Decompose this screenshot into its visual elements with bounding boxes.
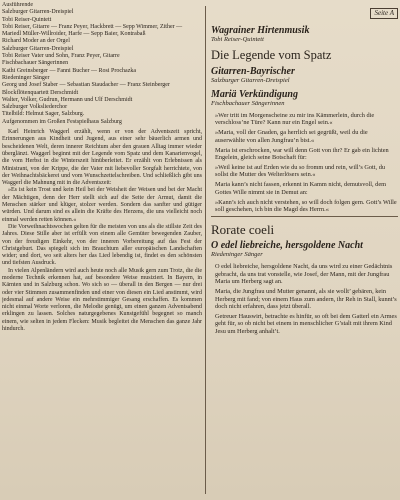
- column-divider: [205, 6, 206, 494]
- credit-ensemble: Salzburger Gitarren-Dreispiel: [2, 9, 74, 16]
- song-1: [211, 25, 398, 44]
- credit-ensemble: Riedeninger Sänger: [2, 74, 50, 81]
- credit-ensemble: Salzburger Gitarren-Dreispiel: [2, 45, 74, 52]
- song-4: [211, 240, 398, 259]
- credit-ensemble: Titelbild: Helmut Sager, Salzburg.: [2, 111, 85, 118]
- song-title: Gitarren-Bayrischer: [211, 66, 295, 77]
- lyrics-stanza: »Maria, voll der Gnaden, ga herrlich sei gegrüßt, weil du die auserwählte von allen Jungfrau’n bist.«: [215, 129, 368, 144]
- song-title: Wagrainer Hirtenmusik: [211, 25, 310, 36]
- credit-ensemble: Ausführende: [2, 2, 33, 8]
- credit-members: Georg und Josef Staber — Sebastian Staudacher — Franz Steinberger: [2, 82, 170, 89]
- credit-ensemble: Salzburger Volksliederchor: [2, 104, 68, 111]
- side-label: Seite A: [370, 8, 398, 19]
- rorate-title: Rorate coeli: [211, 222, 275, 238]
- song-performer: Riedeninger Sänger: [211, 251, 263, 259]
- song-3: [211, 89, 398, 108]
- song-performer: Fischbachauer Sängerinnen: [211, 100, 285, 107]
- lyrics-stanza: Maria, die Jungfrau und Mutter genannt, als sie wollt’ gebären, kein Herberg mit fand; von einem Haus zum andern, ihr Reh in Stall, kunnt’s doch nicht erfahren, dass jetzt überall.: [215, 288, 397, 310]
- performers-credits: [2, 2, 202, 126]
- lyrics-stanza: Maria ist erschrocken, war will denn Gott von ihr? Er gab ein lichten Engelein, gleich seine Botschaft für:: [215, 146, 389, 162]
- song-performer: Tobi Reiser-Quintett: [211, 36, 264, 43]
- lyrics-stanza: »Kann’s ich auch nicht verstehen, so will doch folgen gern. Gott’s Wille soll geschehen, ich bin die Magd des Herrn.«: [215, 198, 397, 213]
- right-column: [211, 2, 398, 498]
- lyrics-o-edel-nacht: [215, 263, 398, 335]
- liner-notes: [2, 129, 202, 333]
- lyrics-stanza: »Wer tritt im Morgenscheine zu mir ins Kämmerlein, durch die verschloss’ne Türe? Kann nur ein Engel sein.«: [215, 112, 375, 127]
- credit-ensemble: Fischbachauer Sängerinnen: [2, 60, 69, 67]
- credit-ensemble: Blockflötenquartett Derschmidt: [2, 89, 79, 96]
- lyrics-maria-verkuendigung: [215, 112, 398, 213]
- credit-members: Kathi Greinsberger — Fanni Bucher — Rosi Prochazka: [2, 67, 137, 74]
- lyrics-stanza: Getreuer Hauswirt, betrachte es hinfür, so oft bei dem Gatterl ein Armes geht für, so ob nicht bei einem in menschlicher G’stalt mit ihrem Kind Jesu um Herberg anhalt’t.: [215, 312, 397, 335]
- song-title: Mariä Verkündigung: [211, 89, 298, 100]
- lyrics-stanza: Maria kann’s nicht fassen, erkennt in Kamm nicht, demutsvoll, dem Gottes Wille nimmt sie in Demut an:: [215, 181, 387, 196]
- liner-paragraph: In vielen Alpenländern wird auch heute noch alle Musik gern zum Trotz, die die moderne Technik erkennen hat, auf besondere Weise musiziert. In Bayern, in Kärnten und in Salzburg schon. Wo sich so — überall in den Bergen — nur drei oder vier Stimmen zusammenfinden und einer von diesen ein Lied anstimmt, wird jedesmal auf andere Weise ein mehrstimmiger Gesang erschaffen. Es kommen nicht einmal Worte verloren, die Melodie genügt, um einen ganzen Adventsabend erklingen zu lassen. Solches naturgegebenes Kunstgefühl begegnet so manch einem, wie selten in jedem Flecken: Musik begleitet die Menschen das ganze Jahr hindurch.: [2, 267, 202, 333]
- lyrics-stanza: O edel liebreiche, hersgoldene Nacht, da uns wird zu einer Gedächtnis gebracht, da uns trat vonstelle, wie Josef, der Mann, mit der Jungfrau Maria um Herberg sagt an.: [215, 263, 393, 286]
- liner-paragraph: »Es ist kein Trost und kein Heil bei der Weisheit der Weisen und bei der Macht der Mächtigen, denn der Herr stellt sich auf die Seite der Armut, damit die Menschen stärker und klüger, stolzer werden. Sondern das sanfter und gütiger würden. Und darum sind es allein die Kräfte des Herzens, die uns vielleicht noch einmal werden retten können.«: [2, 187, 202, 223]
- credit-ensemble: Tobi Reiser-Quintett: [2, 16, 52, 23]
- liner-paragraph: Die Vorweihnachtswochen gelten für die meisten von uns als die stillste Zeit des Jahres. Diese Stille aber ist erfüllt von einem alle Gemüter bewegenden Zauber, von der freudigen Einkehr, von der inneren Vorbereitung auf das Fest der Christgeburt. Das spiegelt sich im Brauchtum aller europäischen Landschaften wider; und dort, wo seit alters her das Lied lebendig ist, findet es den schönsten und tiefsten Ausdruck.: [2, 223, 202, 267]
- song-performer: Salzburger Gitarren-Dreispiel: [211, 77, 290, 84]
- credit-members: Tobi Reiser Vater und Sohn, Franz Peyer, Gitarre: [2, 53, 120, 60]
- credit-ensemble: Aufgenommen im Großen Festspielhaus Salzburg: [2, 118, 122, 125]
- song-2: [211, 66, 398, 85]
- liner-paragraph: Karl Heinrich Waggerl erzählt, wenn er von der Adventszeit spricht, Erinnerungen aus Kindheit und Jugend, aus einer sehr bäuerlich armen und bescheidenen Welt, deren innerer Reichtum aber den grauen Alltag immer wieder überglänzt. Waggerl beginnt mit der Legende vom Spatz und dem Kanarienvogel, die vom Herbst in die Winterszeit hinüberleitet. Er erzählt von Erlebnissen als Ministrant, von der Krippe, die der Vater mit liebevoller Sorgfalt herrichtete, von der Weihnachtsbäckerei und vom Wunschzettelschreiben. Und schließlich gibt uns Waggerl die Mahnung mit in die Adventszeit:: [2, 129, 202, 187]
- credit-members: Walter, Volker, Gudrun, Hermann und Ulf Derschmidt: [2, 96, 133, 103]
- song-title: O edel liebreiche, hersgoldene Nacht: [211, 240, 363, 252]
- credit-ensemble: Richard Moder an der Orgel: [2, 38, 70, 45]
- left-column: [2, 2, 202, 498]
- credit-members: Tobi Reiser, Gitarre — Franz Peyer, Hackbrett — Sepp Wimmer, Zither — Mariedl Müller-Willroider, Harfe — Sepp Baier, Kontrabaß: [2, 23, 183, 38]
- lyrics-stanza: »Weil keine ist auf Erden wie du so fromm und rein, will’s Gott, du sollst die Mutter des Welterlösers sein.«: [215, 163, 386, 179]
- legend-title: Die Legende vom Spatz: [211, 48, 332, 62]
